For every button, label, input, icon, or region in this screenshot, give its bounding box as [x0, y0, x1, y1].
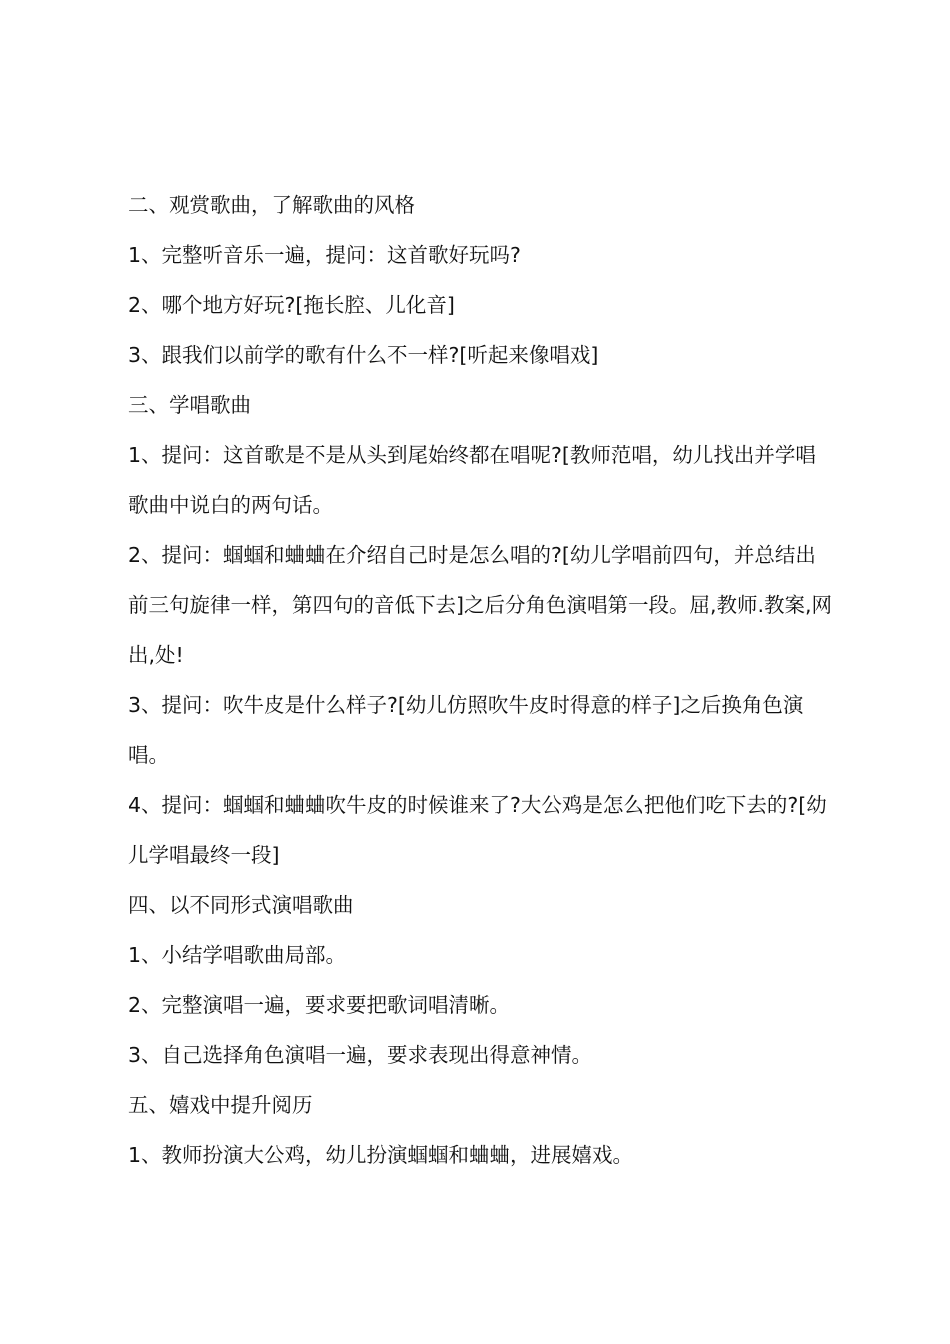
paragraph: 1、小结学唱歌曲局部。 [128, 943, 347, 967]
paragraph: 3、提问：吹牛皮是什么样子?[幼儿仿照吹牛皮时得意的样子]之后换角色演唱。 [128, 693, 804, 767]
paragraph: 2、完整演唱一遍，要求要把歌词唱清晰。 [128, 993, 511, 1017]
paragraph: 4、提问：蝈蝈和蛐蛐吹牛皮的时候谁来了?大公鸡是怎么把他们吃下去的?[幼儿学唱最终一段] [128, 793, 827, 867]
paragraph: 2、哪个地方好玩?[拖长腔、儿化音] [128, 293, 455, 317]
section-heading-5: 五、嬉戏中提升阅历 [128, 1093, 313, 1117]
paragraph: 1、完整听音乐一遍，提问：这首歌好玩吗? [128, 243, 521, 267]
paragraph: 1、教师扮演大公鸡，幼儿扮演蝈蝈和蛐蛐，进展嬉戏。 [128, 1143, 634, 1167]
section-heading-4: 四、以不同形式演唱歌曲 [128, 893, 354, 917]
section-heading-2: 二、观赏歌曲，了解歌曲的风格 [128, 193, 415, 217]
paragraph: 2、提问：蝈蝈和蛐蛐在介绍自己时是怎么唱的?[幼儿学唱前四句，并总结出前三句旋律一样，第四句的音低下去]之后分角色演唱第一段。屈,教师.教案,网出,处! [128, 543, 833, 667]
paragraph: 1、提问：这首歌是不是从头到尾始终都在唱呢?[教师范唱，幼儿找出并学唱歌曲中说白的两句话。 [128, 443, 816, 517]
paragraph: 3、自己选择角色演唱一遍，要求表现出得意神情。 [128, 1043, 593, 1067]
document-body [128, 180, 834, 1180]
paragraph: 3、跟我们以前学的歌有什么不一样?[听起来像唱戏] [128, 343, 599, 367]
section-heading-3: 三、学唱歌曲 [128, 393, 251, 417]
